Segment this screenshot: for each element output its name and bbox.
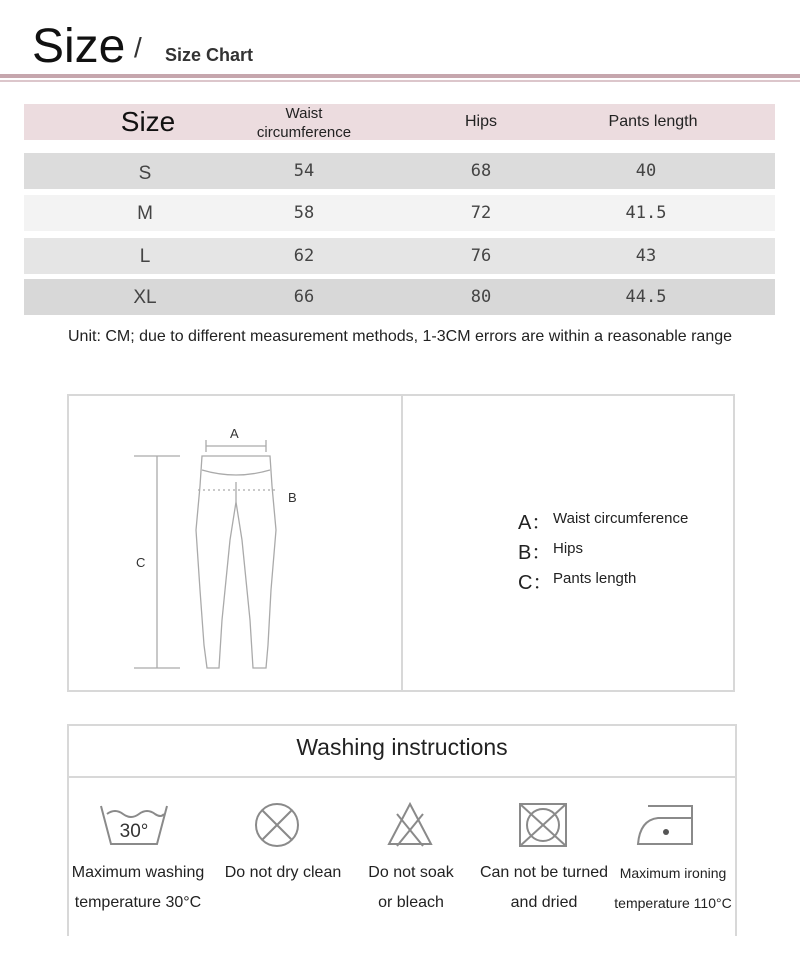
- header-rule-thin: [0, 80, 800, 82]
- diagram-divider: [401, 394, 403, 692]
- waist-cell: 66: [293, 287, 315, 307]
- legend-label: Waist circumference: [553, 510, 689, 527]
- pants-length-cell: 41.5: [625, 203, 667, 223]
- pants-length-cell: 43: [635, 246, 657, 266]
- legend-label: Hips: [553, 540, 584, 557]
- legend-label: Pants length: [553, 570, 637, 587]
- table-row: [24, 238, 775, 274]
- dry-clean-caption-line: Do not dry clean: [224, 864, 342, 881]
- diagram-label-c: C: [136, 555, 146, 570]
- bleach-caption: [368, 858, 453, 918]
- diagram-label-a: A: [230, 426, 239, 441]
- page-subtitle: Size Chart: [165, 45, 254, 65]
- wash-caption-line: temperature 30°C: [74, 894, 202, 911]
- no-bleach-icon: [385, 800, 435, 850]
- no-dry-clean-icon: [252, 800, 302, 850]
- waist-cell: 62: [293, 246, 315, 266]
- bleach-caption-line: or bleach: [378, 894, 444, 911]
- bleach-caption-line: Do not soak: [368, 864, 454, 881]
- table-row: [24, 195, 775, 231]
- table-row: [24, 279, 775, 315]
- size-cell: M: [137, 203, 153, 224]
- hips-cell: 80: [470, 287, 492, 307]
- column-header-pants-length: Pants length: [608, 113, 698, 130]
- hips-cell: 72: [470, 203, 492, 223]
- title-separator: /: [134, 32, 142, 63]
- column-header-size: Size: [120, 106, 176, 137]
- tumble-caption-line: and dried: [510, 894, 578, 911]
- wash-caption: [72, 858, 204, 918]
- hips-cell: 68: [470, 161, 492, 181]
- size-cell: XL: [133, 287, 157, 308]
- hips-cell: 76: [470, 246, 492, 266]
- legend-letter: B：: [518, 542, 552, 564]
- ironing-caption-line: temperature 110°C: [614, 895, 732, 911]
- size-cell: L: [139, 246, 151, 267]
- column-header-waist: Waist circumference: [256, 105, 352, 141]
- legend-letter: A：: [518, 512, 552, 534]
- legend-letter: C：: [518, 572, 553, 594]
- pants-diagram: [120, 420, 320, 680]
- wash-30-icon: [98, 800, 170, 850]
- washing-title: Washing instructions: [296, 734, 508, 760]
- pants-length-cell: 44.5: [625, 287, 667, 307]
- no-tumble-dry-icon: [517, 800, 569, 850]
- tumble-caption-line: Can not be turned: [479, 864, 609, 881]
- ironing-caption: [614, 858, 731, 918]
- measurement-note: Unit: CM; due to different measurement methods, 1-3CM errors are within a reasonable range: [67, 328, 733, 345]
- header-rule: [0, 74, 800, 78]
- diagram-label-b: B: [288, 490, 297, 505]
- column-header-hips: Hips: [464, 113, 498, 130]
- page-title: Size: [32, 20, 126, 73]
- pants-length-cell: 40: [635, 161, 657, 181]
- iron-low-icon: [634, 800, 696, 850]
- ironing-caption-line: Maximum ironing: [619, 865, 727, 881]
- washing-divider: [67, 776, 737, 778]
- size-cell: S: [138, 163, 152, 184]
- wash-caption-line: Maximum washing: [71, 864, 205, 881]
- dry-clean-caption: [225, 858, 342, 888]
- waist-cell: 54: [293, 161, 315, 181]
- table-row: [24, 153, 775, 189]
- wash-temp-text: 30°: [119, 821, 149, 842]
- tumble-caption: [480, 858, 608, 918]
- size-table-header: [24, 104, 775, 140]
- waist-cell: 58: [293, 203, 315, 223]
